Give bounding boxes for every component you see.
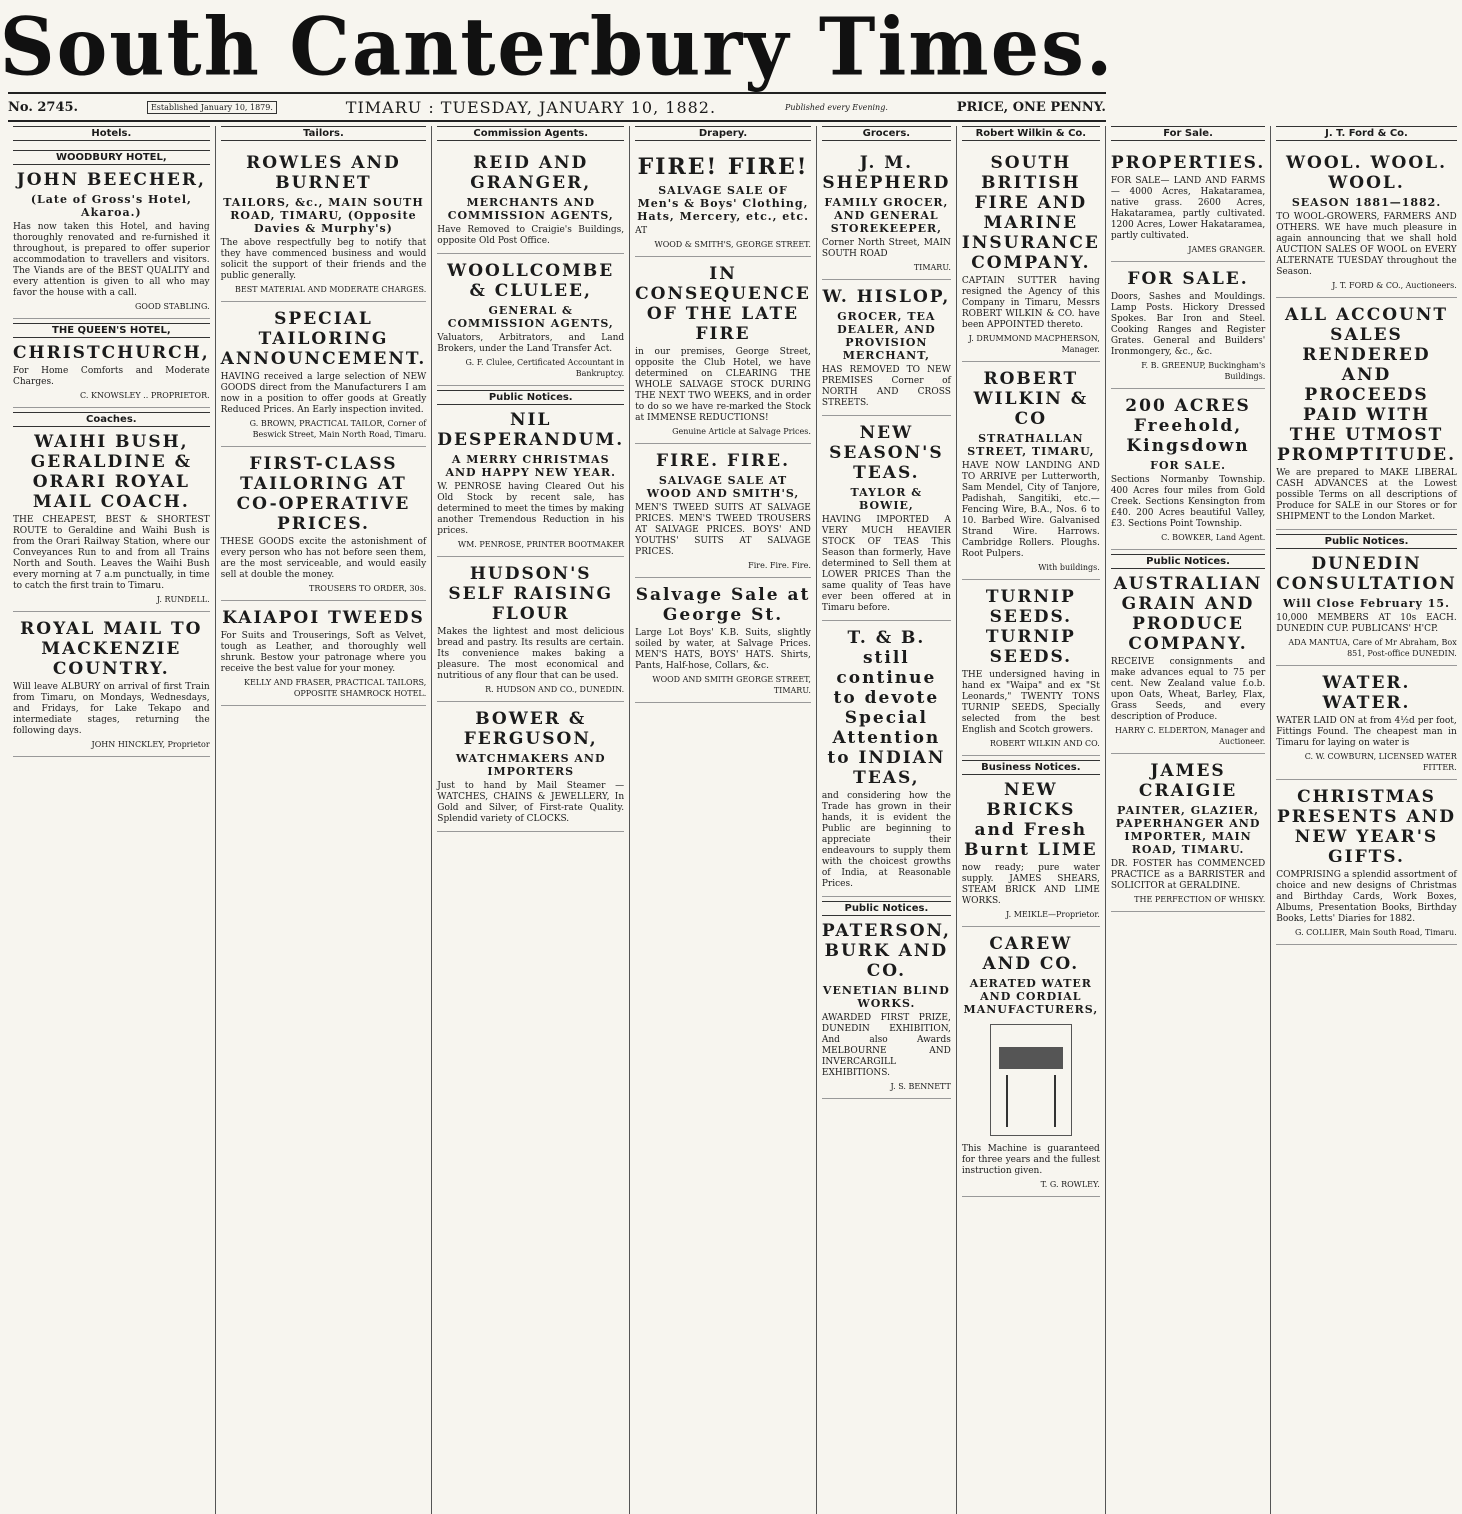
column-header: Commission Agents. [437, 126, 624, 141]
ad-body: DR. FOSTER has COMMENCED PRACTICE as a BARRISTER and SOLICITOR at GERALDINE. [1110, 859, 1266, 891]
ad-title: 200 ACRES Freehold, Kingsdown [1125, 396, 1251, 456]
sewing-machine-illustration [990, 1024, 1072, 1136]
advertisement [1276, 146, 1456, 298]
advertisement [1111, 754, 1265, 912]
ad-subtitle: WATCHMAKERS AND IMPORTERS [455, 752, 606, 778]
ad-signature: G. F. Clulee, Certificated Accountant in Bankruptcy. [465, 358, 625, 378]
ad-title: PATERSON, BURK AND CO. [821, 921, 951, 981]
columns [8, 126, 1457, 1514]
ad-signature: C. KNOWSLEY .. PROPRIETOR. [80, 391, 210, 400]
ad-subtitle: SEASON 1881—1882. [1291, 196, 1442, 209]
advertisement [635, 578, 811, 703]
ad-subtitle: PAINTER, GLAZIER, PAPERHANGER AND IMPORTER, MAIN ROAD, TIMARU. [1115, 804, 1261, 856]
column-8 [1271, 126, 1461, 1514]
ad-title: J. M. SHEPHERD [822, 153, 951, 193]
ad-body: Just to hand by Mail Steamer — WATCHES, CHAINS & JEWELLERY, In Gold and Silver, of First-rate Quality. Splendid variety of CLOCKS. [437, 781, 625, 824]
advertisement [635, 146, 811, 257]
masthead-title: South Canterbury Times. [0, 0, 1115, 93]
ad-signature: J. RUNDELL. [156, 595, 210, 604]
ad-title: WATER. WATER. [1322, 673, 1411, 713]
column-3 [432, 126, 630, 1514]
ad-title: ROYAL MAIL TO MACKENZIE COUNTRY. [20, 619, 203, 679]
column-4 [630, 126, 817, 1514]
ad-title: W. HISLOP, [822, 287, 951, 307]
ad-signature: KELLY AND FRASER, PRACTICAL TAILORS, OPPOSITE SHAMROCK HOTEL. [243, 678, 427, 698]
ad-title: CHRISTMAS PRESENTS AND NEW YEAR'S GIFTS. [1277, 787, 1456, 867]
ad-signature: Genuine Article at Salvage Prices. [672, 427, 811, 436]
ad-title: SPECIAL TAILORING ANNOUNCEMENT. [220, 309, 427, 369]
column-2 [216, 126, 433, 1514]
ad-title: IN CONSEQUENCE OF THE LATE FIRE [635, 264, 811, 344]
ad-signature: JOHN HINCKLEY, Proprietor [91, 740, 210, 749]
ad-title: NIL DESPERANDUM. [437, 410, 625, 450]
dateline [8, 92, 1106, 122]
ad-title: FOR SALE. [1127, 269, 1249, 289]
column-header: Hotels. [13, 126, 210, 141]
ad-signature: J. S. BENNETT [890, 1082, 951, 1091]
ad-signature: J. DRUMMOND MACPHERSON, Manager. [968, 334, 1100, 354]
advertisement [962, 927, 1100, 1197]
ad-signature: J. T. FORD & CO., Auctioneers. [1332, 281, 1457, 290]
ad-title: NEW SEASON'S TEAS. [829, 423, 944, 483]
column-6 [957, 126, 1106, 1514]
advertisement [13, 146, 210, 319]
ad-subtitle: GROCER, TEA DEALER, AND PROVISION MERCHANT, [837, 310, 936, 362]
ad-body: Makes the lightest and most delicious bread and pastry. Its results are certain. Its convenience makes baking a pleasure. The most economical and nutritious of any flour that can be used. [437, 627, 625, 681]
advertisement [13, 408, 210, 612]
ad-subtitle: GENERAL & COMMISSION AGENTS, [447, 304, 614, 330]
ad-body: now ready; pure water supply. JAMES SHEARS, STEAM BRICK AND LIME WORKS. [961, 863, 1100, 906]
price: PRICE, ONE PENNY. [956, 99, 1106, 115]
advertisement [962, 756, 1100, 927]
ad-title: ROWLES AND BURNET [246, 153, 401, 193]
ad-title: HUDSON'S SELF RAISING FLOUR [448, 564, 614, 624]
ad-signature: With buildings. [1038, 563, 1100, 572]
advertisement [635, 444, 811, 578]
advertisement [221, 447, 427, 601]
ad-body: RECEIVE consignments and make advances equal to 75 per cent. New Zealand value f.o.b. upon Oats, Wheat, Barley, Flax, Grass Seeds, and every description of Produce. [1110, 657, 1266, 722]
ad-signature: T. G. ROWLEY. [1040, 1180, 1100, 1189]
advertisement [962, 146, 1100, 362]
ad-subtitle: FAMILY GROCER, AND GENERAL STOREKEEPER, [824, 196, 949, 235]
ad-body: Valuators, Arbitrators, and Land Brokers, under the Land Transfer Act. [437, 333, 625, 354]
advertisement [1111, 262, 1265, 389]
section-label: Public Notices. [437, 390, 624, 405]
ad-title: FIRST-CLASS TAILORING AT CO-OPERATIVE PRICES. [236, 454, 411, 534]
advertisement [437, 254, 624, 386]
column-header: Drapery. [635, 126, 811, 141]
ad-body: W. PENROSE having Cleared Out his Old Stock by recent sale, has determined to meet the times by making another Tremendous Reduction in his prices. [437, 482, 625, 536]
ad-title: ALL ACCOUNT SALES RENDERED AND PROCEEDS PAID WITH THE UTMOST PROMPTITUDE. [1276, 305, 1457, 465]
ad-title: Salvage Sale at George St. [635, 585, 811, 625]
established-note: Established January 10, 1879. [147, 101, 277, 114]
ad-signature: THE PERFECTION OF WHISKY. [1134, 895, 1266, 904]
section-label: Public Notices. [1111, 554, 1265, 569]
ad-signature: ROBERT WILKIN AND CO. [989, 739, 1100, 748]
ad-title: CAREW AND CO. [982, 934, 1080, 974]
ad-body: COMPRISING a splendid assortment of choice and new designs of Christmas and Birthday Cards, Work Boxes, Albums, Presentation Books, Birthday Books, Letts' Diaries for 1882. [1276, 870, 1457, 924]
ad-subtitle: STRATHALLAN STREET, TIMARU, [967, 432, 1095, 458]
column-header: Grocers. [822, 126, 951, 141]
ad-signature: C. BOWKER, Land Agent. [1161, 533, 1266, 542]
ad-subtitle: VENETIAN BLIND WORKS. [822, 984, 950, 1010]
ad-title: ROBERT WILKIN & CO [973, 369, 1089, 429]
column-header: For Sale. [1111, 126, 1265, 141]
advertisement [437, 386, 624, 557]
ad-title: TURNIP SEEDS. TURNIP SEEDS. [985, 587, 1076, 667]
ad-signature: ADA MANTUA, Care of Mr Abraham, Box 851, Post-office DUNEDIN. [1288, 638, 1457, 658]
advertisement [1276, 666, 1456, 780]
ad-title: NEW BRICKS and Fresh Burnt LIME [964, 780, 1098, 860]
ad-title: KAIAPOI TWEEDS [222, 608, 425, 628]
advertisement [221, 601, 427, 706]
ad-signature: G. COLLIER, Main South Road, Timaru. [1294, 928, 1457, 937]
ad-signature: WOOD & SMITH'S, GEORGE STREET. [654, 240, 811, 249]
ad-body: MEN'S TWEED SUITS AT SALVAGE PRICES. MEN'S TWEED TROUSERS AT SALVAGE PRICES. BOYS' AND YOUTHS' SUITS AT SALVAGE PRICES. [635, 503, 811, 557]
ad-body: AT [635, 226, 648, 236]
ad-subtitle: SALVAGE SALE AT WOOD AND SMITH'S, [646, 474, 800, 500]
advertisement [822, 621, 951, 897]
advertisement [635, 257, 811, 444]
section-label: WOODBURY HOTEL, [13, 150, 210, 165]
ad-body: in our premises, George Street, opposite the Club Hotel, we have determined on CLEARING THE WHOLE SALVAGE STOCK DURING THE NEXT TWO WEEKS, and in order to do so we have re-marked the Stock at IMMENSE REDUCTIONS! [635, 347, 811, 423]
ad-signature: J. MEIKLE—Proprietor. [1006, 910, 1100, 919]
advertisement [822, 146, 951, 280]
ad-title: DUNEDIN CONSULTATION [1276, 554, 1457, 594]
ad-body: and considering how the Trade has grown in their hands, it is evident the Public are beginning to appreciate their endeavours to supply them with the choicest growths of India, at Reasonable Prices. [821, 791, 951, 889]
column-header: Robert Wilkin & Co. [962, 126, 1100, 141]
ad-subtitle: TAYLOR & BOWIE, [850, 486, 923, 512]
ad-body: Has now taken this Hotel, and having thoroughly renovated and re-furnished it throughout, is prepared to offer superior accommodation to travellers and visitors. The Viands are of the BEST QUALITY and every attention is given to all who may favor the house with a call. [13, 222, 210, 298]
advertisement [962, 362, 1100, 580]
published-note: Published every Evening. [784, 102, 888, 112]
ad-signature: TROUSERS TO ORDER, 30s. [309, 584, 427, 593]
advertisement [1276, 530, 1456, 666]
advertisement [1111, 550, 1265, 754]
ad-subtitle: AERATED WATER AND CORDIAL MANUFACTURERS, [963, 977, 1099, 1016]
ad-body: We are prepared to MAKE LIBERAL CASH ADVANCES at the Lowest possible Terms on all descriptions of Produce for SALE in our Stores or for SHIPMENT to the London Market. [1276, 468, 1457, 522]
ad-title: T. & B. still continue to devote Special Attention to INDIAN TEAS, [827, 628, 946, 788]
ad-title: SOUTH BRITISH FIRE AND MARINE INSURANCE COMPANY. [961, 153, 1100, 273]
section-label: THE QUEEN'S HOTEL, [13, 323, 210, 338]
ad-body: The above respectfully beg to notify that they have commenced business and would solicit the support of their friends and the public generally. [220, 238, 427, 281]
advertisement [1111, 389, 1265, 550]
masthead [0, 0, 1115, 93]
ad-signature: F. B. GREENUP, Buckingham's Buildings. [1141, 361, 1266, 381]
column-1 [8, 126, 216, 1514]
ad-title: WOOL. WOOL. WOOL. [1285, 153, 1448, 193]
ad-body: Will leave ALBURY on arrival of first Train from Timaru, on Mondays, Wednesdays, and Fridays, for Lake Tekapo and intermediate stages, returning the following days. [13, 682, 210, 736]
advertisement [822, 280, 951, 416]
ad-title: CHRISTCHURCH, [13, 343, 210, 363]
advertisement [221, 302, 427, 447]
ad-subtitle: (Late of Gross's Hotel, Akaroa.) [30, 193, 192, 219]
ad-body: Sections Normanby Township. 400 Acres four miles from Gold Creek. Sections Kensington from £40. 200 Acres beautiful Valley, £3. Sections Point Township. [1110, 475, 1266, 529]
ad-title: WOOLLCOMBE & CLULEE, [447, 261, 615, 301]
advertisement [1276, 298, 1456, 530]
column-5 [817, 126, 957, 1514]
ad-body: THESE GOODS excite the astonishment of every person who has not before seen them, are the most serviceable, and would easily sell at double the money. [220, 537, 427, 580]
section-label: Business Notices. [962, 760, 1100, 775]
section-label: Public Notices. [822, 901, 951, 916]
section-label: Public Notices. [1276, 534, 1456, 549]
ad-body: For Suits and Trouserings, Soft as Velvet, tough as Leather, and thoroughly well shrunk. Bestow your patronage where you receive the best value for your money. [220, 631, 427, 674]
ad-body: THE undersigned having in hand ex "Waipa" and ex "St Leonards," TWENTY TONS TURNIP SEEDS, Specially selected from the best English and Scotch growers. [961, 670, 1100, 735]
advertisement [822, 416, 951, 621]
column-header: J. T. Ford & Co. [1276, 126, 1456, 141]
advertisement [437, 702, 624, 832]
ad-signature: G. BROWN, PRACTICAL TAILOR, Corner of Beswick Street, Main North Road, Timaru. [249, 419, 427, 439]
advertisement [822, 897, 951, 1099]
ad-body: For Home Comforts and Moderate Charges. [13, 366, 210, 387]
ad-body: CAPTAIN SUTTER having resigned the Agency of this Company in Timaru, Messrs ROBERT WILKIN & CO. have been APPOINTED thereto. [961, 276, 1100, 330]
ad-signature: C. W. COWBURN, LICENSED WATER FITTER. [1304, 752, 1457, 772]
ad-body: Doors, Sashes and Mouldings. Lamp Posts. Hickory Dressed Spokes. Bar Iron and Steel. Cooking Ranges and Register Grates. General and Builders' Ironmongery, &c., &c. [1110, 292, 1266, 357]
ad-subtitle: Will Close February 15. [1283, 597, 1450, 610]
ad-body: This Machine is guaranteed for three years and the fullest instruction given. [961, 1144, 1100, 1176]
ad-title: JAMES CRAIGIE [1138, 761, 1238, 801]
ad-signature: HARRY C. ELDERTON, Manager and Auctioneer. [1115, 726, 1266, 746]
advertisement [13, 612, 210, 757]
ad-body: TO WOOL-GROWERS, FARMERS AND OTHERS. WE have much pleasure in again announcing that we shall hold AUCTION SALES OF WOOL on EVERY ALTERNATE TUESDAY throughout the Season. [1276, 212, 1457, 277]
ad-body: WATER LAID ON at from 4½d per foot, Fittings Found. The cheapest man in Timaru for laying on water is [1276, 716, 1457, 748]
ad-title: FIRE! FIRE! [637, 154, 809, 180]
ad-body: HAVING IMPORTED A VERY MUCH HEAVIER STOCK OF TEAS This Season than formerly, Have determined to Sell them at LOWER PRICES Than the same quality of Teas have ever been offered at in Timaru before. [821, 515, 951, 613]
ad-body: FOR SALE— LAND AND FARMS— 4000 Acres, Hakataramea, native grass. 2600 Acres, Hakataramea, partly cultivated. 1200 Acres, Lower Hakataramea, partly cultivated. [1110, 176, 1266, 241]
ad-subtitle: SALVAGE SALE OF Men's & Boys' Clothing, Hats, Mercery, etc., etc. [637, 184, 809, 223]
ad-body: Large Lot Boys' K.B. Suits, slightly soiled by water, at Salvage Prices. MEN'S HATS, BOYS' HATS. Shirts, Pants, Half-hose, Collars, &c. [635, 628, 811, 671]
ad-title: FIRE. FIRE. [656, 451, 790, 471]
issue-number: No. 2745. [8, 99, 79, 115]
ad-signature: GOOD STABLING. [135, 302, 210, 311]
ad-body: HAS REMOVED TO NEW PREMISES Corner of NORTH AND CROSS STREETS. [821, 365, 951, 408]
ad-subtitle: MERCHANTS AND COMMISSION AGENTS, [447, 196, 614, 222]
advertisement [13, 319, 210, 408]
advertisement [221, 146, 427, 302]
ad-body: HAVE NOW LANDING AND TO ARRIVE per Lutterworth, Sam Mendel, City of Tanjore, Padishah, Sangitiki, etc.— Fencing Wire, B.A., Nos. 6 to 10. Barbed Wire. Galvanised Strand Wire. Harrows. Cambridge Rollers. Ploughs. Root Pulpers. [961, 461, 1100, 559]
column-7 [1106, 126, 1271, 1514]
ad-subtitle: A MERRY CHRISTMAS AND HAPPY NEW YEAR. [445, 453, 616, 479]
ad-signature: TIMARU. [913, 263, 951, 272]
ad-signature: WM. PENROSE, PRINTER BOOTMAKER [457, 540, 625, 549]
advertisement [962, 580, 1100, 756]
ad-signature: R. HUDSON AND CO., DUNEDIN. [485, 685, 625, 694]
ad-body: Have Removed to Craigie's Buildings, opposite Old Post Office. [437, 225, 625, 246]
advertisement [437, 146, 624, 254]
ad-title: JOHN BEECHER, [16, 170, 206, 190]
ad-body: AWARDED FIRST PRIZE, DUNEDIN EXHIBITION, And also Awards MELBOURNE AND INVERCARGILL EXHIBITIONS. [821, 1013, 951, 1078]
advertisement [1276, 780, 1456, 945]
ad-body: Corner North Street, MAIN SOUTH ROAD [821, 238, 951, 259]
section-label: Coaches. [13, 412, 210, 427]
ad-subtitle: FOR SALE. [1150, 459, 1226, 472]
ad-signature: JAMES GRANGER. [1188, 245, 1266, 254]
ad-subtitle: TAILORS, &c., MAIN SOUTH ROAD, TIMARU, (Opposite Davies & Murphy's) [223, 196, 424, 235]
column-header: Tailors. [221, 126, 427, 141]
advertisement [437, 557, 624, 702]
ad-body: 10,000 MEMBERS AT 10s EACH. DUNEDIN CUP. PUBLICANS' H'CP. [1276, 613, 1457, 634]
ad-signature: Fire. Fire. Fire. [748, 561, 811, 570]
ad-title: AUSTRALIAN GRAIN AND PRODUCE COMPANY. [1113, 574, 1263, 654]
ad-signature: WOOD AND SMITH GEORGE STREET, TIMARU. [652, 675, 811, 695]
advertisement [1111, 146, 1265, 262]
ad-title: PROPERTIES. [1110, 153, 1266, 173]
ad-title: WAIHI BUSH, GERALDINE & ORARI ROYAL MAIL COACH. [30, 432, 192, 512]
ad-body: THE CHEAPEST, BEST & SHORTEST ROUTE to Geraldine and Waihi Bush is from the Orari Railway Station, where our Conveyances Run to and from all Trains North and South. Leaves the Waihi Bush every morning at 7 a.m punctually, in time to catch the first train to Timaru. [13, 515, 210, 591]
ad-title: BOWER & FERGUSON, [463, 709, 598, 749]
place-date: TIMARU : TUESDAY, JANUARY 10, 1882. [345, 97, 717, 117]
ad-title: REID AND GRANGER, [470, 153, 592, 193]
ad-signature: BEST MATERIAL AND MODERATE CHARGES. [234, 285, 427, 294]
ad-body: HAVING received a large selection of NEW GOODS direct from the Manufacturers I am now in a position to offer goods at Greatly Reduced Prices. An Early inspection invited. [220, 372, 427, 415]
